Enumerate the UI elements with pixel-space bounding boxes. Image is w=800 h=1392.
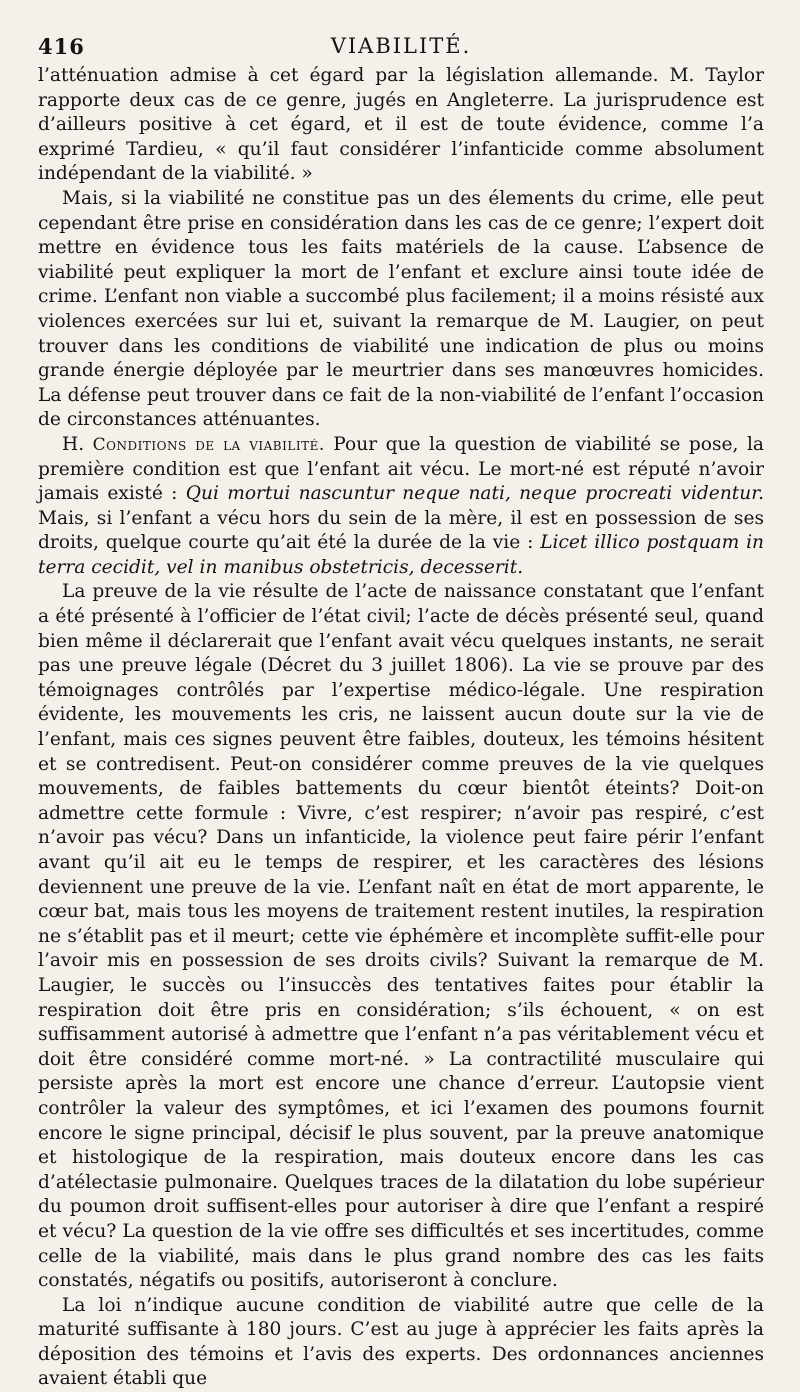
body-text — [38, 64, 764, 1392]
paragraph-4: La preuve de la vie résulte de l’acte de naissance constatant que l’enfant a été présenté à l’officier de l’état civil; l’acte de décès présenté seul, quand bien même il déclarerait que l’enfant avait vécu quelques instants, ne serait pas une preuve légale (Décret du 3 juillet 1806). La vie se prouve par des témoignages contrôlés par l’expertise médico-légale. Une respiration évidente, les mouvements les cris, ne laissent aucun doute sur la vie de l’enfant, mais ces signes peuvent être faibles, douteux, les témoins hésitent et se contredisent. Peut-on considérer comme preuves de la vie quelques mouvements, de faibles battements du cœur bientôt éteints? Doit-on admettre cette formule : Vivre, c’est respirer; n’avoir pas respiré, c’est n’avoir pas vécu? Dans un infanticide, la violence peut faire périr l’enfant avant qu’il ait eu le temps de respirer, et les caractères des lésions deviennent une preuve de la vie. L’enfant naît en état de mort apparente, le cœur bat, mais tous les moyens de traitement restent inutiles, la respiration ne s’établit pas et il meurt; cette vie éphémère et incomplète suffit-elle pour l’avoir mis en possession de ses droits civils? Suivant la remarque de M. Laugier, le succès ou l’insuccès des tentatives faites pour établir la respiration doit être pris en considération; s’ils échouent, « on est suffisamment autorisé à admettre que l’enfant n’a pas véritablement vécu et doit être considéré comme mort-né. » La contractilité musculaire qui persiste après la mort est encore une chance d’erreur. L’autopsie vient contrôler la valeur des symptômes, et ici l’examen des poumons fournit encore le signe principal, décisif le plus souvent, par la preuve anatomique et histologique de la respiration, mais douteux encore dans les cas d’atélectasie pulmonaire. Quelques traces de la dilatation du lobe supérieur du poumon droit suffisent-elles pour autoriser à dire que l’enfant a respiré et vécu? La question de la vie offre ses difficultés et ses incertitudes, comme celle de la viabilité, mais dans le plus grand nombre des cas les faits constatés, négatifs ou positifs, autoriseront à conclure. — [38, 581, 764, 1292]
paragraph-2: Mais, si la viabilité ne constitue pas un des élements du crime, elle peut cependant être prise en considération dans les cas de ce genre; l’expert doit mettre en évidence tous les faits matériels de la cause. L’absence de viabilité peut expliquer la mort de l’enfant et exclure ainsi toute idée de crime. L’enfant non viable a succombé plus facilement; il a moins résisté aux violences exercées sur lui et, suivant la remarque de M. Laugier, on peut trouver dans les conditions de viabilité une indication de plus ou moins grande énergie déployée par le meurtrier dans ses manœuvres homicides. La défense peut trouver dans ce fait de la non-viabilité de l’enfant l’occasion de circonstances atténuantes. — [38, 187, 764, 431]
running-head — [38, 26, 764, 64]
running-title: VIABILITÉ. — [330, 34, 472, 58]
section-text-b: Mais, si l’enfant a vécu hors du sein de la mère, il est en possession de ses droits, quelque courte qu’ait été la durée de la vie : — [38, 507, 764, 554]
section-title: Conditions de la viabilité. — [92, 434, 325, 455]
paragraph-3-section — [38, 433, 764, 581]
section-text-a: Pour que la question de viabilité se pose, la première condition est que l’enfant ait vécu. Le mort-né est réputé n’avoir jamais existé : — [38, 433, 764, 505]
paragraph-5: La loi n’indique aucune condition de viabilité autre que celle de la maturité suffisante à 180 jours. C’est au juge à apprécier les faits après la déposition des témoins et l’avis des experts. Des ordonnances anciennes avaient établi que — [38, 1294, 764, 1390]
latin-quote-1: Qui mortui nascuntur neque nati, neque procreati videntur. — [185, 483, 764, 505]
section-label: H. — [62, 433, 85, 455]
page-number: 416 — [38, 34, 85, 59]
paragraph-1: l’atténuation admise à cet égard par la législation allemande. M. Taylor rapporte deux cas de ce genre, jugés en Angleterre. La jurisprudence est d’ailleurs positive à cet égard, et il est de toute évidence, comme l’a exprimé Tardieu, « qu’il faut considérer l’infanticide comme absolument indépendant de la viabilité. » — [38, 65, 764, 185]
latin-quote-2: Licet illico postquam in terra cecidit, vel in manibus obstetricis, decesserit. — [38, 532, 764, 578]
